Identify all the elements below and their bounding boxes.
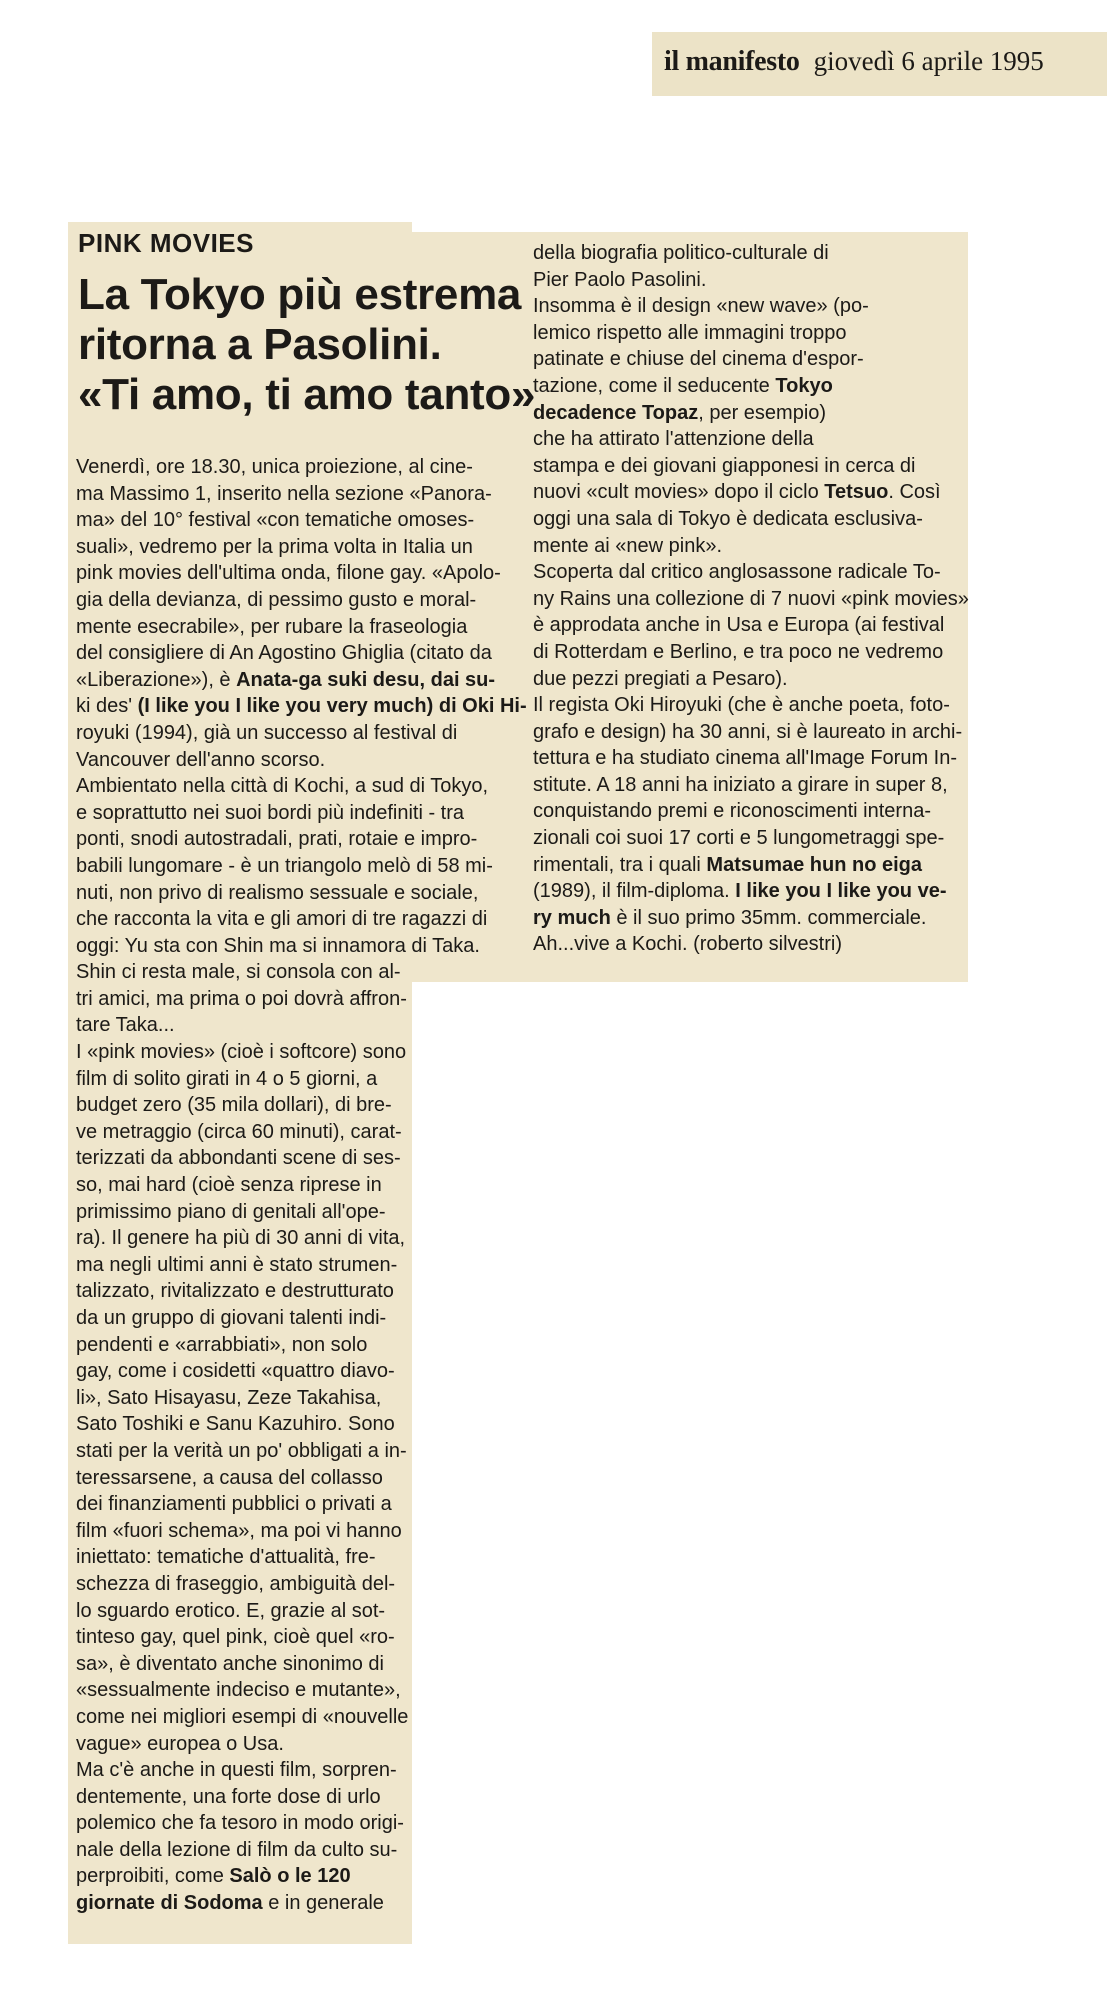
article-line: giornate di Sodoma e in generale — [76, 1892, 384, 1915]
article-line: della biografia politico-culturale di — [533, 242, 829, 264]
article-line: royuki (1994), già un successo al festival di — [76, 721, 458, 744]
article-line: polemico che fa tesoro in modo origi- — [76, 1812, 404, 1835]
article-line: Ma c'è anche in questi film, sorpren- — [76, 1759, 397, 1782]
article-line: talizzato, rivitalizzato e destrutturato — [76, 1280, 394, 1303]
article-line: Shin ci resta male, si consola con al- — [76, 961, 401, 984]
article-line: perproibiti, come Salò o le 120 — [76, 1865, 351, 1888]
article-line: da un gruppo di giovani talenti indi- — [76, 1307, 387, 1329]
article-line: lo sguardo erotico. E, grazie al sot- — [76, 1599, 386, 1622]
article-line: Vancouver dell'anno scorso. — [76, 748, 326, 771]
article-line: iniettato: tematiche d'attualità, fre- — [76, 1546, 376, 1569]
article-line: tazione, come il seducente Tokyo — [533, 374, 833, 397]
article-line: stitute. A 18 anni ha iniziato a girare in super 8, — [533, 773, 948, 796]
article-line: nale della lezione di film da culto su- — [76, 1838, 398, 1861]
issue-date: giovedì 6 aprile 1995 — [813, 46, 1044, 76]
article-line: del consigliere di An Agostino Ghiglia (citato da — [76, 642, 492, 665]
article-line: ponti, snodi autostradali, prati, rotaie e impro- — [76, 828, 478, 851]
article-line: patinate e chiuse del cinema d'espor- — [533, 348, 864, 371]
article-line: conquistando premi e riconoscimenti interna- — [533, 800, 931, 823]
article-column-left — [76, 454, 527, 1917]
article-line: Scoperta dal critico anglosassone radicale To- — [533, 561, 941, 584]
article-line: terizzati da abbondanti scene di ses- — [76, 1147, 401, 1170]
article-line: e soprattutto nei suoi bordi più indefiniti - tra — [76, 801, 464, 824]
article-line: come nei migliori esempi di «nouvelle — [76, 1705, 409, 1728]
article-line: gay, come i cosidetti «quattro diavo- — [76, 1360, 395, 1383]
article-line: tare Taka... — [76, 1014, 175, 1037]
article-line: sa», è diventato anche sinonimo di — [76, 1652, 384, 1675]
article-line: Pier Paolo Pasolini. — [533, 268, 707, 291]
article-line: li», Sato Hisayasu, Zeze Takahisa, — [76, 1386, 382, 1409]
article-line: oggi una sala di Tokyo è dedicata esclusiva- — [533, 507, 923, 530]
article-line: Ambientato nella città di Kochi, a sud di Tokyo, — [76, 775, 489, 798]
article-line: suali», vedremo per la prima volta in Italia un — [76, 535, 473, 558]
article-headline — [78, 270, 598, 420]
article-line: grafo e design) ha 30 anni, si è laureato in archi- — [533, 720, 963, 743]
article-line: ve metraggio (circa 60 minuti), carat- — [76, 1120, 402, 1143]
headline-line: ritorna a Pasolini. — [78, 320, 442, 369]
article-column-right — [533, 240, 969, 958]
article-line: decadence Topaz, per esempio) — [533, 401, 827, 424]
article-line: Venerdì, ore 18.30, unica proiezione, al cine- — [76, 456, 473, 478]
article-line: budget zero (35 mila dollari), di bre- — [76, 1094, 392, 1117]
article-line: due pezzi pregiati a Pesaro). — [533, 667, 788, 690]
article-line: I «pink movies» (cioè i softcore) sono — [76, 1041, 407, 1064]
headline-line: La Tokyo più estrema — [78, 270, 522, 319]
headline-line: «Ti amo, ti amo tanto» — [78, 370, 536, 419]
article-line: (1989), il film-diploma. I like you I like you ve- — [533, 880, 947, 903]
newspaper-name: il manifesto — [664, 46, 800, 77]
article-line: so, mai hard (cioè senza riprese in — [76, 1174, 382, 1197]
article-line: Ah...vive a Kochi. (roberto silvestri) — [533, 933, 842, 956]
article-line: «sessualmente indeciso e mutante», — [76, 1679, 401, 1702]
article-line: film «fuori schema», ma poi vi hanno — [76, 1519, 402, 1542]
article-line: ny Rains una collezione di 7 nuovi «pink movies» — [533, 587, 969, 610]
article-line: Sato Toshiki e Sanu Kazuhiro. Sono — [76, 1413, 395, 1436]
article-line: che racconta la vita e gli amori di tre ragazzi di — [76, 908, 488, 931]
article-line: di Rotterdam e Berlino, e tra poco ne vedremo — [533, 640, 944, 663]
article-line: ry much è il suo primo 35mm. commerciale. — [533, 906, 927, 929]
article-line: che ha attirato l'attenzione della — [533, 428, 814, 451]
article-line: ki des' (I like you I like you very much) di Oki Hi- — [76, 695, 527, 718]
article-line: primissimo piano di genitali all'ope- — [76, 1200, 386, 1223]
article-line: stati per la verità un po' obbligati a in- — [76, 1439, 407, 1462]
section-kicker: PINK MOVIES — [78, 228, 254, 258]
article-line: pendenti e «arrabbiati», non solo — [76, 1333, 368, 1356]
article-line: gia della devianza, di pessimo gusto e moral- — [76, 588, 477, 611]
article-line: nuovi «cult movies» dopo il ciclo Tetsuo. Così — [533, 481, 941, 504]
article-line: Insomma è il design «new wave» (po- — [533, 295, 869, 318]
article-line: Il regista Oki Hiroyuki (che è anche poeta, foto- — [533, 694, 950, 717]
article-line: ma negli ultimi anni è stato strumen- — [76, 1253, 398, 1276]
article-line: tettura e ha studiato cinema all'Image Forum In- — [533, 747, 958, 770]
article-line: zionali coi suoi 17 corti e 5 lungometraggi spe- — [533, 827, 945, 850]
article-line: rimentali, tra i quali Matsumae hun no eiga — [533, 853, 922, 876]
article-line: ma Massimo 1, inserito nella sezione «Panora- — [76, 482, 492, 505]
article-line: film di solito girati in 4 o 5 giorni, a — [76, 1067, 378, 1090]
article-line: mente ai «new pink». — [533, 534, 723, 557]
article-line: ra). Il genere ha più di 30 anni di vita, — [76, 1227, 406, 1250]
article-line: teressarsene, a causa del collasso — [76, 1466, 383, 1489]
article-line: mente esecrabile», per rubare la fraseologia — [76, 615, 468, 638]
article-line: babili lungomare - è un triangolo melò di 58 mi- — [76, 854, 493, 877]
article-line: stampa e dei giovani giapponesi in cerca di — [533, 454, 916, 477]
article-line: è approdata anche in Usa e Europa (ai festival — [533, 614, 945, 637]
article-line: dentemente, una forte dose di urlo — [76, 1785, 381, 1808]
article-line: schezza di fraseggio, ambiguità del- — [76, 1572, 396, 1595]
masthead — [652, 32, 1107, 96]
article-line: nuti, non privo di realismo sessuale e sociale, — [76, 881, 479, 904]
article-line: «Liberazione»), è Anata-ga suki desu, dai su- — [76, 668, 496, 691]
article-line: ma» del 10° festival «con tematiche omoses- — [76, 509, 475, 532]
article-line: pink movies dell'ultima onda, filone gay. «Apolo- — [76, 562, 501, 585]
article-line: vague» europea o Usa. — [76, 1732, 284, 1755]
article-line: tri amici, ma prima o poi dovrà affron- — [76, 987, 407, 1010]
article-line: dei finanziamenti pubblici o privati a — [76, 1493, 392, 1516]
article-line: oggi: Yu sta con Shin ma si innamora di Taka. — [76, 934, 480, 957]
article-line: tinteso gay, quel pink, cioè quel «ro- — [76, 1626, 395, 1649]
article-line: lemico rispetto alle immagini troppo — [533, 321, 847, 344]
